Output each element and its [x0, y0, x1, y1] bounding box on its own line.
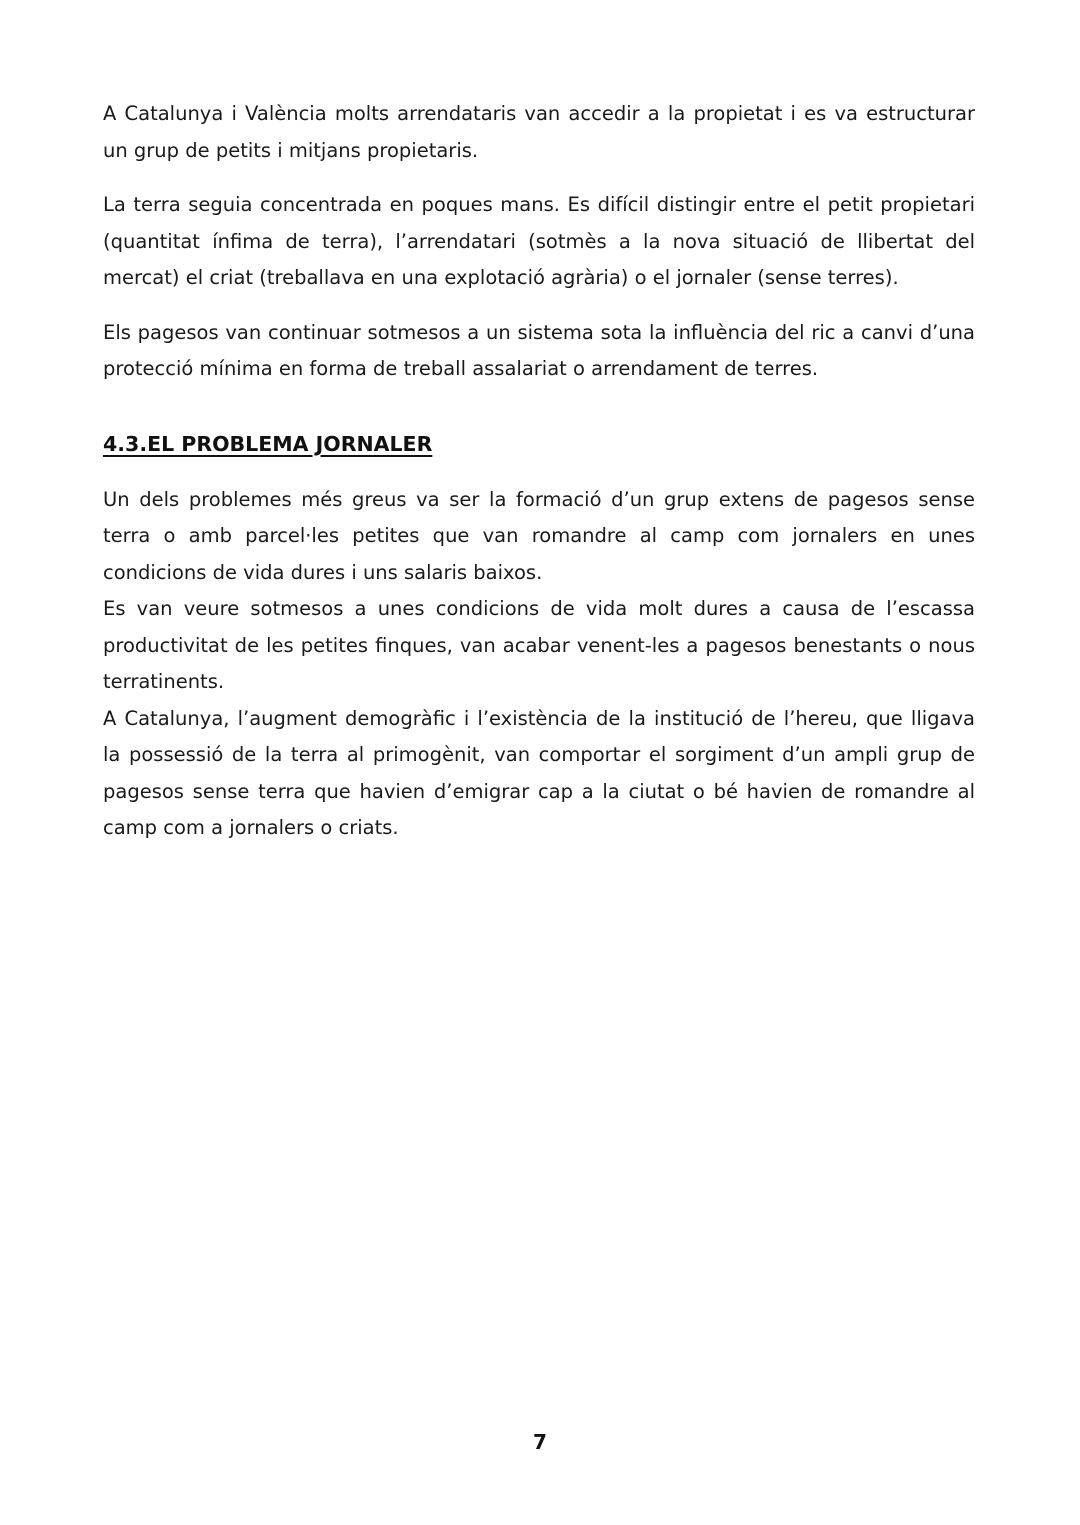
page-number: 7 — [533, 1430, 547, 1454]
page-content — [103, 96, 975, 847]
paragraph-problemes-greus: Un dels problemes més greus va ser la formació d’un grup extens de pagesos sense terra o amb parcel·les petites que van romandre al camp com jornalers en unes condicions de vida dures i uns salaris baixos. — [103, 487, 975, 584]
paragraph-catalunya-valencia: A Catalunya i València molts arrendataris van accedir a la propietat i es va estructurar un grup de petits i mitjans propietaris. — [103, 102, 975, 162]
paragraph-condicions-vida: Es van veure sotmesos a unes condicions de vida molt dures a causa de l’escassa productivitat de les petites finques, van acabar venent-les a pagesos benestants o nous terratinents. — [103, 597, 975, 693]
section-heading: 4.3.EL PROBLEMA JORNALER — [103, 431, 433, 456]
paragraph-pagesos-sotmesos: Els pagesos van continuar sotmesos a un sistema sota la influència del ric a canvi d’una protecció mínima en forma de treball assalariat o arrendament de terres. — [103, 320, 975, 380]
paragraph-terra-concentrada: La terra seguia concentrada en poques mans. Es difícil distingir entre el petit propietari (quantitat ínfima de terra), l’arrendatari (sotmès a la nova situació de llibertat del mercat) el criat (treballava en una explotació agrària) o el jornaler (sense terres). — [103, 193, 975, 289]
paragraph-institucio-hereu: A Catalunya, l’augment demogràfic i l’existència de la institució de l’hereu, que lligava la possessió de la terra al primogènit, van comportar el sorgiment d’un ampli grup de pagesos sense terra que havien d’emigrar cap a la ciutat o bé havien de romandre al camp com a jornalers o criats. — [103, 706, 975, 839]
